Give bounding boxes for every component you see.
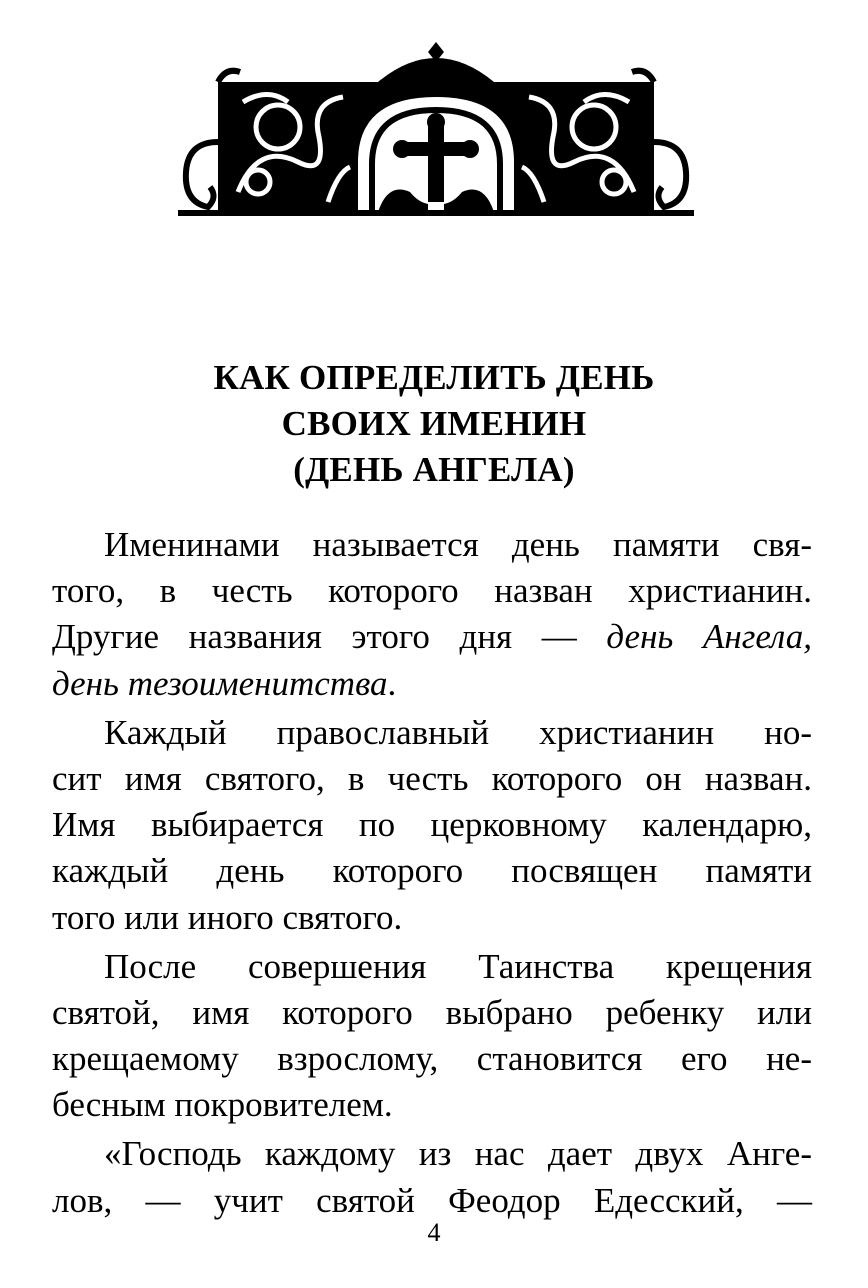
text-line — [52, 661, 812, 707]
text-line: После совершения Таинства крещения — [104, 946, 812, 986]
page-number: 4 — [427, 1218, 441, 1247]
text-line: «Господь каждому из нас дает двух Анге- — [104, 1134, 812, 1174]
body-text — [52, 522, 812, 1224]
text-line: бесным покровителем. — [52, 1085, 393, 1125]
text-line: Каждый православный христианин но- — [104, 712, 812, 752]
text-line: того или иного святого. — [52, 897, 403, 937]
text-line: каждый день которого посвящен памяти — [52, 851, 812, 891]
text-line: святой, имя которого выбрано ребенку или — [52, 992, 812, 1032]
title-line: СВОИХ ИМЕНИН — [281, 404, 587, 443]
italic-term: день Ангела, — [606, 617, 812, 657]
text-line: лов, — учит святой Феодор Едесский, — — [52, 1180, 812, 1220]
title-line: КАК ОПРЕДЕЛИТЬ ДЕНЬ — [213, 358, 655, 397]
text-fragment: . — [387, 663, 397, 703]
text-line: Имя выбирается по церковному календарю, — [52, 805, 812, 845]
text-line — [52, 614, 812, 660]
italic-term: день тезоименитства — [52, 663, 388, 703]
chapter-title — [0, 355, 868, 493]
text-line: того, в честь которого назван христианин. — [52, 571, 812, 611]
text-line: Именинами называется день памяти свя- — [104, 525, 812, 564]
text-fragment: Другие названия этого дня — — [52, 617, 607, 657]
text-line: сит имя святого, в честь которого он назван. — [52, 758, 812, 798]
title-line: (ДЕНЬ АНГЕЛА) — [293, 450, 575, 489]
text-line: крещаемому взрослому, становится его не- — [52, 1039, 812, 1079]
cross-arch-ornament-icon — [178, 42, 694, 217]
